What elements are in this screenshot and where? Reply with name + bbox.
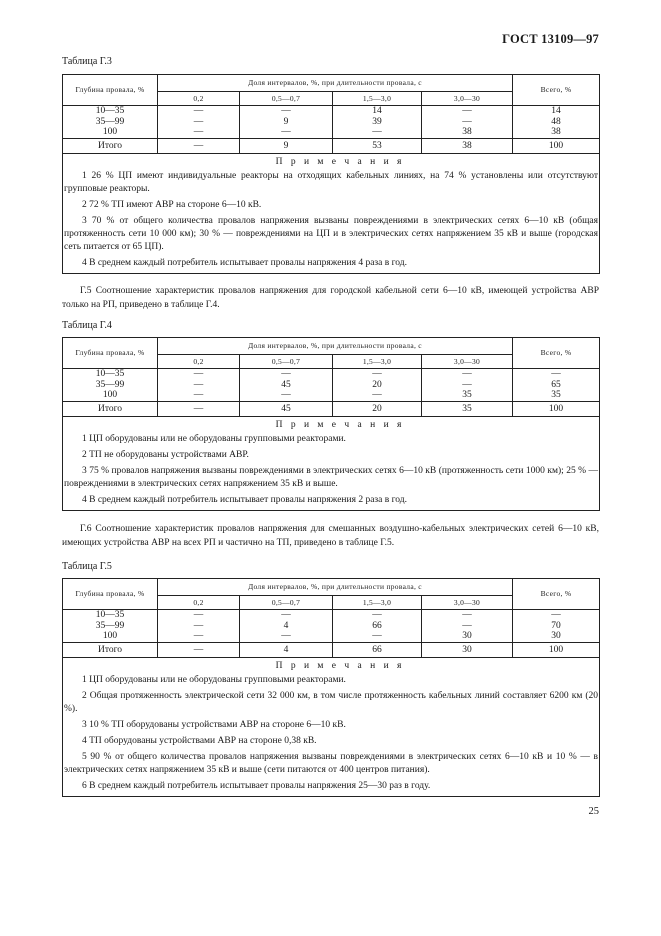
depth-header: Глубина провала, % [63,338,158,369]
table-g4 [62,337,600,511]
document-id: ГОСТ 13109—97 [502,32,599,46]
value-cell [333,610,422,643]
value: 39 [372,116,382,127]
value: — [193,369,204,379]
total-value: 100 [513,401,600,416]
total-value: 30 [422,642,513,657]
share-header: Доля интервалов, %, при длительности провала, с [158,75,513,92]
value: — [372,610,382,620]
value: 66 [372,620,382,631]
value: 65 [551,379,561,390]
depth-value: 100 [102,390,118,400]
value: — [281,127,291,137]
duration-header: 0,5—0,7 [240,596,333,610]
note-item: 2 Общая протяженность электрической сети 32 000 км, в том числе протяженность кабельных линий составляет 6200 км (20 %). [64,690,599,714]
note-item: 4 В среднем каждый потребитель испытывает провалы напряжения 4 раза в год. [82,257,407,268]
depth-cell [63,610,158,643]
share-header: Доля интервалов, %, при длительности провала, с [158,579,513,596]
total-label: Итого [63,642,158,657]
value: 35 [551,390,561,400]
total-value: 45 [240,401,333,416]
value: — [372,127,382,137]
note-item: 6 В среднем каждый потребитель испытывает провалы напряжения 25—30 раз в году. [82,780,431,791]
total-header: Всего, % [513,75,600,106]
page-number: 25 [588,806,599,817]
total-value: 66 [333,642,422,657]
value: 45 [281,379,291,390]
value-cell [422,369,513,402]
value: 30 [551,631,561,641]
value-cell [240,369,333,402]
value: — [281,631,291,641]
depth-value: 10—35 [95,610,125,620]
notes-title: П р и м е ч а н и я [275,660,405,671]
table-g5 [62,578,600,797]
value-cell [158,610,240,643]
notes-title: П р и м е ч а н и я [275,156,405,167]
note-item: 3 10 % ТП оборудованы устройствами АВР на стороне 6—10 кВ. [82,719,346,730]
depth-value: 100 [102,631,118,641]
depth-value: 35—99 [95,620,125,631]
paragraph-g6: Г.6 Соотношение характеристик провалов напряжения для смешанных воздушно-кабельных электрических сетей 6—10 кВ, имеющих устройства АВР на всех РП и частично на ТП, приведено в таблице Г.5. [62,524,599,548]
depth-value: 100 [102,127,118,137]
depth-header: Глубина провала, % [63,579,158,610]
total-value: 38 [422,138,513,153]
duration-header: 3,0—30 [422,596,513,610]
depth-value: 10—35 [95,369,125,379]
value: 9 [283,116,289,127]
value: — [462,610,472,620]
total-header: Всего, % [513,338,600,369]
table-caption-g5: Таблица Г.5 [62,561,112,572]
depth-header: Глубина провала, % [63,75,158,106]
total-value: 9 [240,138,333,153]
table-row [63,106,600,139]
table-caption-g3: Таблица Г.3 [62,56,112,67]
total-value: 35 [422,401,513,416]
value: 38 [462,127,472,137]
total-value: — [158,138,240,153]
total-value: 53 [333,138,422,153]
duration-header: 1,5—3,0 [333,92,422,106]
paragraph-g5: Г.5 Соотношение характеристик провалов напряжения для городской кабельной сети 6—10 кВ, имеющей устройства АВР только на РП, приведено в таблице Г.4. [62,286,599,310]
table-g3 [62,74,600,274]
total-row [63,642,600,657]
depth-cell [63,369,158,402]
duration-header: 1,5—3,0 [333,596,422,610]
value-cell [422,610,513,643]
note-item: 2 ТП не оборудованы устройствами АВР. [82,449,249,460]
value: 14 [551,106,561,116]
note-item: 4 В среднем каждый потребитель испытывает провалы напряжения 2 раза в год. [82,494,407,505]
value-cell [240,106,333,139]
value-cell [513,610,600,643]
value: — [193,390,204,400]
value: — [372,390,382,400]
duration-header: 0,2 [158,355,240,369]
note-item: 3 75 % провалов напряжения вызваны повреждениями в электрических сетях 6—10 кВ (протяженность сети 1000 км); 25 % — повреждениями в электрических сетях напряжением 35 кВ и выше. [64,465,599,489]
duration-header: 3,0—30 [422,92,513,106]
value: — [462,116,472,127]
value: — [551,369,561,379]
total-value: 100 [513,642,600,657]
total-label: Итого [63,138,158,153]
total-row [63,401,600,416]
value-cell [333,106,422,139]
duration-header: 1,5—3,0 [333,355,422,369]
value: — [193,127,204,137]
value: — [281,369,291,379]
value-cell [158,369,240,402]
total-value: 20 [333,401,422,416]
value-cell [333,369,422,402]
note-item: 1 ЦП оборудованы или не оборудованы групповыми реакторами. [82,674,346,685]
note-item: 1 26 % ЦП имеют индивидуальные реакторы на отходящих кабельных линиях, на 74 % установлены или отсутствуют групповые реакторы. [64,170,599,194]
total-header: Всего, % [513,579,600,610]
value: — [193,106,204,116]
duration-header: 0,5—0,7 [240,92,333,106]
value: 70 [551,620,561,631]
duration-header: 0,5—0,7 [240,355,333,369]
value: — [372,631,382,641]
value-cell [513,106,600,139]
value: 4 [283,620,289,631]
value: — [193,379,204,390]
value-cell [158,106,240,139]
value-cell [422,106,513,139]
total-row [63,138,600,153]
value: 38 [551,127,561,137]
duration-header: 0,2 [158,596,240,610]
value: 14 [372,106,382,116]
depth-cell [63,106,158,139]
note-item: 3 70 % от общего количества провалов напряжения вызваны повреждениями в электрических сетях 6—10 кВ (общая протяженность сети 10 000 км); 30 % — повреждениями на ЦП и в электрических сетях напряжением 35 кВ и выше (городская сеть питается от 65 ЦП). [64,215,599,252]
table-row [63,369,600,402]
value-cell [513,369,600,402]
value: 35 [462,390,472,400]
total-label: Итого [63,401,158,416]
total-value: — [158,401,240,416]
value: — [462,369,472,379]
duration-header: 0,2 [158,92,240,106]
value: — [462,620,472,631]
value: 30 [462,631,472,641]
depth-value: 35—99 [95,379,125,390]
depth-value: 35—99 [95,116,125,127]
value: 20 [372,379,382,390]
total-value: — [158,642,240,657]
value: — [551,610,561,620]
value: — [462,106,472,116]
note-item: 2 72 % ТП имеют АВР на стороне 6—10 кВ. [82,199,262,210]
table-row [63,610,600,643]
value-cell [240,610,333,643]
notes-block [63,153,600,273]
value: — [462,379,472,390]
note-item: 4 ТП оборудованы устройствами АВР на стороне 0,38 кВ. [82,735,317,746]
total-value: 100 [513,138,600,153]
table-caption-g4: Таблица Г.4 [62,320,112,331]
value: — [193,610,204,620]
note-item: 5 90 % от общего количества провалов напряжения вызваны повреждениями в электрических сетях 6—10 кВ и 10 % — в электрических сетях напряжением 35 кВ и выше (сети питаются от 400 центров питания). [64,751,599,775]
value: — [193,116,204,127]
value: — [281,610,291,620]
notes-title: П р и м е ч а н и я [275,419,405,430]
value: — [193,620,204,631]
value: — [193,631,204,641]
value: — [372,369,382,379]
duration-header: 3,0—30 [422,355,513,369]
depth-value: 10—35 [95,106,125,116]
note-item: 1 ЦП оборудованы или не оборудованы групповыми реакторами. [82,433,346,444]
value: 48 [551,116,561,127]
notes-block [63,657,600,796]
share-header: Доля интервалов, %, при длительности провала, с [158,338,513,355]
value: — [281,106,291,116]
value: — [281,390,291,400]
notes-block [63,416,600,510]
total-value: 4 [240,642,333,657]
